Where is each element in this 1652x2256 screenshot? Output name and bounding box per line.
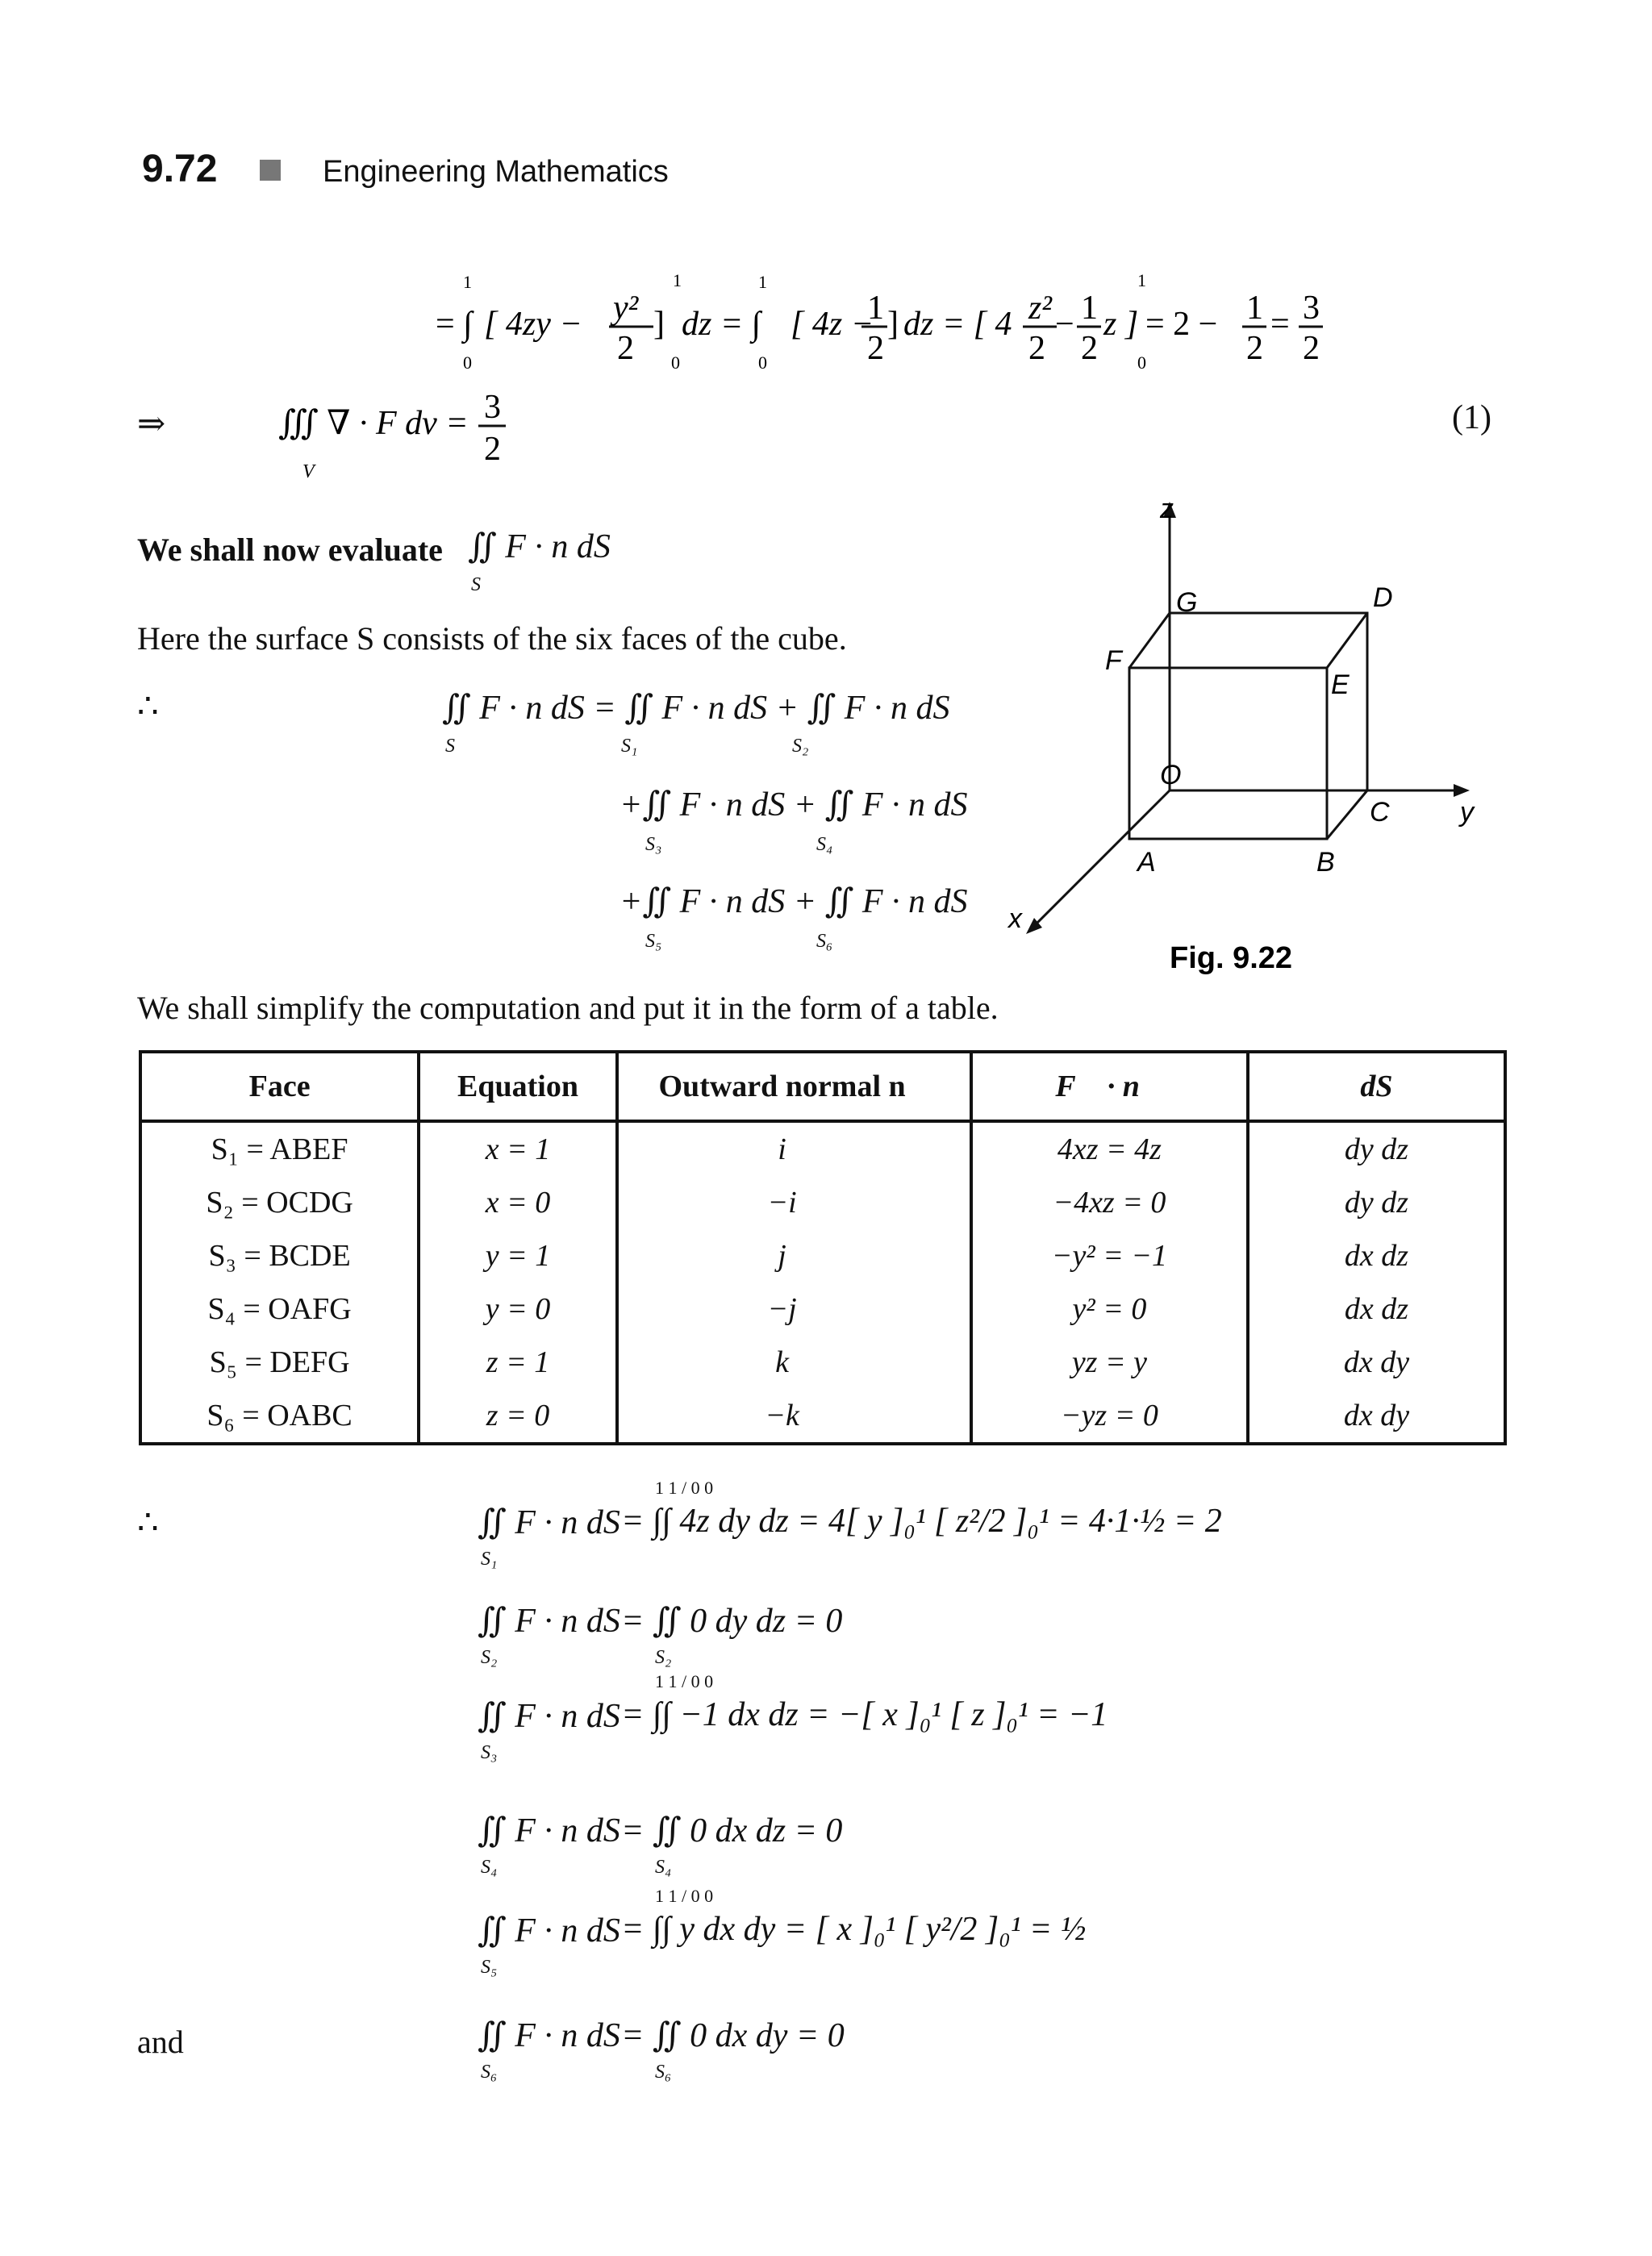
svg-text:[ 4z −: [ 4z − <box>791 306 874 343</box>
label-y: y <box>1460 797 1474 828</box>
col-header-equation: Equation <box>419 1052 617 1121</box>
face-integral-sub: S₁ <box>481 1549 498 1570</box>
table-header-row <box>140 1052 1505 1121</box>
svg-text:2: 2 <box>1081 330 1098 367</box>
svg-text:−: − <box>1055 306 1074 343</box>
face-integral-lhs: ∬ F · n dS <box>478 2017 620 2054</box>
label-b: B <box>1316 847 1335 878</box>
face-integral-rhs-sub: S₂ <box>655 1647 672 1668</box>
svg-text:z ]: z ] <box>1103 306 1139 343</box>
integral-limits: 1 1 / 0 0 <box>655 1478 714 1498</box>
face-integral-lhs: ∬ F · n dS <box>478 1504 620 1541</box>
sum-sub-s6: S₆ <box>816 931 833 952</box>
cell-face: S₂ = OCDG <box>140 1176 419 1229</box>
table-row <box>140 1176 1505 1229</box>
label-f: F <box>1105 645 1122 676</box>
and-word: and <box>137 2024 184 2060</box>
cell-fdotn: yz = y <box>971 1336 1248 1389</box>
svg-text:0: 0 <box>463 352 472 373</box>
svg-text:1: 1 <box>1081 290 1098 327</box>
cell-normal: k⃗ <box>617 1336 971 1389</box>
svg-text:1: 1 <box>1246 290 1263 327</box>
svg-text:1: 1 <box>463 272 472 292</box>
cell-face: S₄ = OAFG <box>140 1282 419 1336</box>
label-a: A <box>1137 847 1156 878</box>
sum-sub-s4: S₄ <box>816 834 833 855</box>
cell-fdotn: 4xz = 4z <box>971 1121 1248 1176</box>
svg-text:3: 3 <box>1303 290 1320 327</box>
running-title: Engineering Mathematics <box>323 155 669 189</box>
therefore-symbol: ∴ <box>137 688 159 725</box>
face-integral-sub: S₅ <box>481 1957 498 1978</box>
cell-fdotn: −y² = −1 <box>971 1229 1248 1282</box>
cell-normal: −i⃗ <box>617 1176 971 1229</box>
face-integral-sub: S₂ <box>481 1647 498 1668</box>
table-row <box>140 1282 1505 1336</box>
faces-table <box>139 1050 1507 1445</box>
svg-text:∭ ∇ · F dv =: ∭ ∇ · F dv = <box>278 405 469 442</box>
label-g: G <box>1176 587 1198 618</box>
cell-normal: i⃗ <box>617 1121 971 1176</box>
svg-text:y²: y² <box>613 290 639 327</box>
top-equation <box>436 262 1404 383</box>
y-arrow-icon <box>1454 784 1470 797</box>
cell-fdotn: y² = 0 <box>971 1282 1248 1336</box>
simplify-sentence: We shall simplify the computation and put it in the form of a table. <box>137 990 999 1026</box>
evaluate-region: S <box>471 574 481 595</box>
face-integral-rhs: = ∬ 0 dy dz = 0 <box>621 1603 843 1640</box>
table-row <box>140 1121 1505 1176</box>
face-integral-lhs: ∬ F · n dS <box>478 1603 620 1640</box>
cell-ds: dx dy <box>1248 1389 1505 1444</box>
face-integral-rhs: = ∫∫ −1 dx dz = −[ x ]₀¹ [ z ]₀¹ = −1 <box>621 1696 1108 1733</box>
cell-equation: y = 1 <box>419 1229 617 1282</box>
sum-sub-s3: S₃ <box>645 834 662 855</box>
col-header-normal: Outward normal n⃗ <box>617 1052 971 1121</box>
face-integral-rhs-sub: S₆ <box>655 2062 672 2083</box>
cell-equation: z = 1 <box>419 1336 617 1389</box>
face-integral-sub: S₄ <box>481 1857 498 1878</box>
svg-text:z²: z² <box>1028 290 1052 327</box>
cell-equation: x = 0 <box>419 1176 617 1229</box>
sum-sub-s: S <box>445 736 455 757</box>
svg-text:dz = [ 4: dz = [ 4 <box>903 306 1012 343</box>
figure-caption: Fig. 9.22 <box>1170 941 1293 975</box>
implies-symbol: ⇒ <box>137 406 166 443</box>
sum-line-3: +∬ F · n dS + ∬ F · n dS <box>620 883 968 920</box>
svg-text:1: 1 <box>1137 270 1146 290</box>
face-integral-rhs-sub: S₄ <box>655 1857 672 1878</box>
cell-fdotn: −yz = 0 <box>971 1389 1248 1444</box>
svg-text:3: 3 <box>484 389 501 426</box>
svg-text:z: z <box>1160 500 1174 524</box>
evaluate-integral: ∬ F · n dS <box>468 528 611 565</box>
cell-normal: j⃗ <box>617 1229 971 1282</box>
face-integral-lhs: ∬ F · n dS <box>478 1812 620 1849</box>
svg-text:1: 1 <box>867 290 884 327</box>
face-integral-lhs: ∬ F · n dS <box>478 1912 620 1950</box>
table-row <box>140 1336 1505 1389</box>
equation-number: (1) <box>1452 399 1491 436</box>
svg-text:0: 0 <box>671 352 680 373</box>
cube-figure <box>1000 500 1500 984</box>
col-header-fdotn: F⃗ · n⃗ <box>971 1052 1248 1121</box>
cell-face: S₁ = ABEF <box>140 1121 419 1176</box>
cell-ds: dx dz <box>1248 1229 1505 1282</box>
divergence-result <box>278 379 520 484</box>
face-integral-rhs: = ∬ 0 dx dz = 0 <box>621 1812 843 1849</box>
svg-text:= 2 −: = 2 − <box>1145 306 1218 343</box>
surface-sentence: Here the surface S consists of the six faces of the cube. <box>137 620 847 657</box>
svg-text:dz = ∫: dz = ∫ <box>682 306 761 343</box>
page-number: 9.72 <box>142 148 218 190</box>
svg-text:=: = <box>1270 306 1290 343</box>
cell-equation: y = 0 <box>419 1282 617 1336</box>
svg-text:2: 2 <box>867 330 884 367</box>
cell-face: S₆ = OABC <box>140 1389 419 1444</box>
svg-text:[ 4zy −: [ 4zy − <box>484 306 582 343</box>
cell-equation: x = 1 <box>419 1121 617 1176</box>
svg-text:2: 2 <box>1303 330 1320 367</box>
cell-normal: −j⃗ <box>617 1282 971 1336</box>
svg-text:2: 2 <box>1028 330 1045 367</box>
sum-line-2: +∬ F · n dS + ∬ F · n dS <box>620 786 968 824</box>
svg-text:= ∫: = ∫ <box>436 306 473 343</box>
svg-text:1: 1 <box>673 270 682 290</box>
therefore-symbol-2: ∴ <box>137 1504 159 1541</box>
sum-sub-s5: S₅ <box>645 931 662 952</box>
integral-limits: 1 1 / 0 0 <box>655 1671 714 1691</box>
table-row <box>140 1389 1505 1444</box>
table-row <box>140 1229 1505 1282</box>
sum-sub-s1: S₁ <box>621 736 638 757</box>
svg-text:V: V <box>302 461 315 482</box>
evaluate-heading: We shall now evaluate <box>137 532 443 568</box>
col-header-face: Face <box>140 1052 419 1121</box>
cell-ds: dx dz <box>1248 1282 1505 1336</box>
svg-text:2: 2 <box>1246 330 1263 367</box>
cell-equation: z = 0 <box>419 1389 617 1444</box>
label-o: O <box>1160 760 1182 790</box>
sum-line-1: ∬ F · n dS = ∬ F · n dS + ∬ F · n dS <box>442 690 950 727</box>
header-square-icon <box>260 160 281 181</box>
label-e: E <box>1331 669 1350 700</box>
cell-ds: dx dy <box>1248 1336 1505 1389</box>
svg-text:2: 2 <box>484 431 501 468</box>
cell-face: S₅ = DEFG <box>140 1336 419 1389</box>
integral-limits: 1 1 / 0 0 <box>655 1886 714 1906</box>
svg-text:1: 1 <box>758 272 767 292</box>
face-integral-sub: S₆ <box>481 2062 498 2083</box>
face-integral-sub: S₃ <box>481 1742 498 1763</box>
svg-text:2: 2 <box>617 330 634 367</box>
col-header-ds: dS <box>1248 1052 1505 1121</box>
face-integral-rhs: = ∫∫ 4z dy dz = 4[ y ]₀¹ [ z²/2 ]₀¹ = 4·1·½ = 2 <box>621 1503 1222 1540</box>
cell-ds: dy dz <box>1248 1176 1505 1229</box>
svg-text:]: ] <box>653 306 665 343</box>
face-integral-rhs: = ∬ 0 dx dy = 0 <box>621 2017 845 2054</box>
cell-normal: −k⃗ <box>617 1389 971 1444</box>
label-d: D <box>1373 582 1393 613</box>
label-x: x <box>1008 903 1022 934</box>
sum-sub-s2: S₂ <box>792 736 809 757</box>
cell-fdotn: −4xz = 0 <box>971 1176 1248 1229</box>
svg-text:]: ] <box>887 306 899 343</box>
cell-face: S₃ = BCDE <box>140 1229 419 1282</box>
svg-text:0: 0 <box>758 352 767 373</box>
face-integral-rhs: = ∫∫ y dx dy = [ x ]₀¹ [ y²/2 ]₀¹ = ½ <box>621 1911 1087 1948</box>
cell-ds: dy dz <box>1248 1121 1505 1176</box>
face-integral-lhs: ∬ F · n dS <box>478 1698 620 1735</box>
label-c: C <box>1370 797 1390 828</box>
svg-text:0: 0 <box>1137 352 1146 373</box>
